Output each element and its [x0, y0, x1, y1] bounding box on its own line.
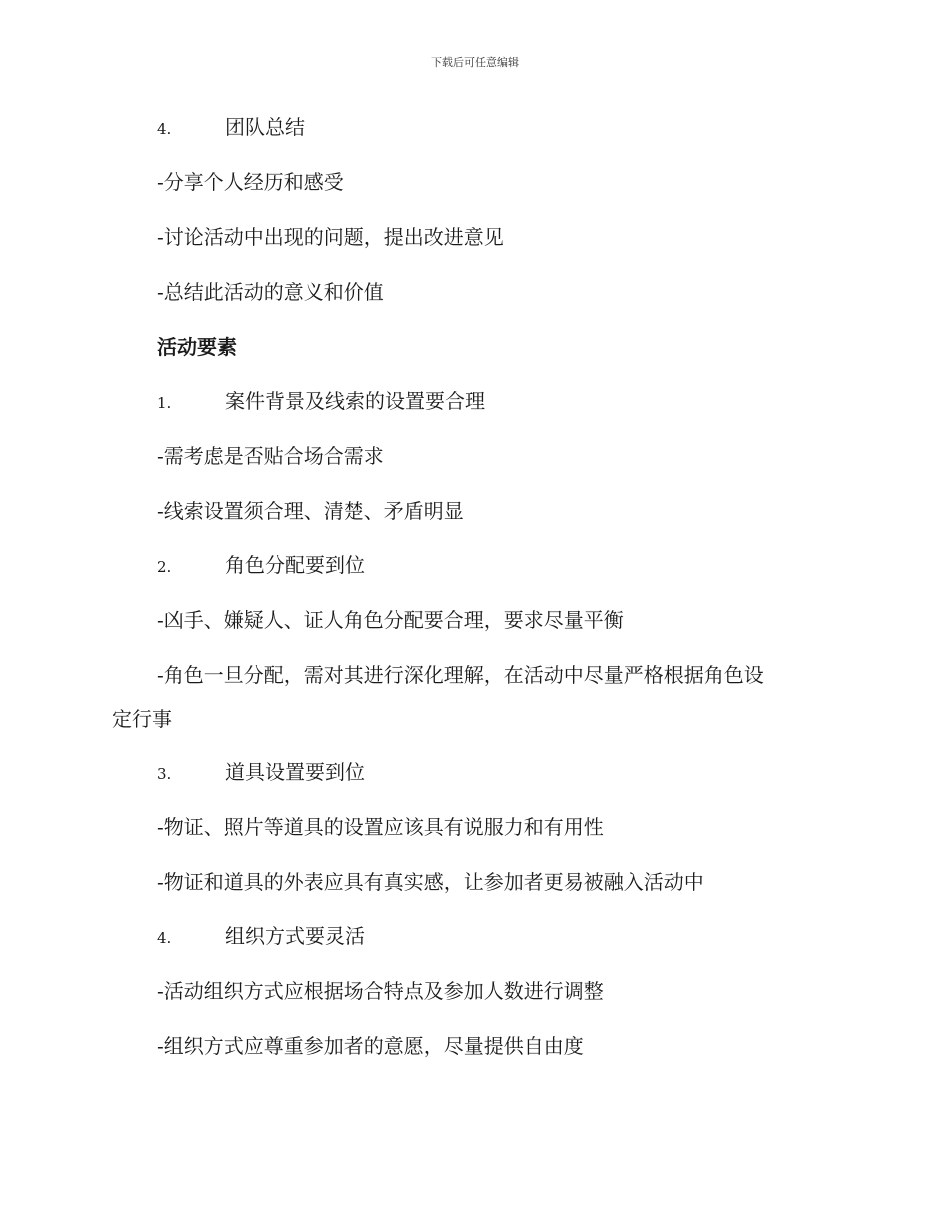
numbered-item: [157, 922, 365, 952]
item-number: 4.: [157, 120, 172, 138]
bullet-item: -总结此活动的意义和价值: [157, 280, 384, 304]
item-text: 团队总结: [225, 115, 305, 139]
section-heading: 活动要素: [157, 335, 237, 359]
item-text: 案件背景及线索的设置要合理: [225, 389, 485, 413]
bullet-item: -讨论活动中出现的问题，提出改进意见: [157, 225, 504, 249]
bullet-text: -角色一旦分配，需对其进行深化理解，在活动中尽量严格根据角色设: [157, 663, 764, 687]
bullet-item: -分享个人经历和感受: [157, 170, 344, 194]
bullet-item: -活动组织方式应根据场合特点及参加人数进行调整: [157, 979, 604, 1003]
item-text: 道具设置要到位: [225, 760, 365, 784]
item-text: 组织方式要灵活: [225, 924, 365, 948]
item-number: 4.: [157, 929, 172, 947]
item-number: 3.: [157, 765, 172, 783]
bullet-item: -物证和道具的外表应具有真实感，让参加者更易被融入活动中: [157, 870, 704, 894]
bullet-item: -线索设置须合理、清楚、矛盾明显: [157, 499, 464, 523]
item-number: 1.: [157, 394, 172, 412]
item-text: 角色分配要到位: [225, 553, 365, 577]
bullet-text-continuation: 定行事: [112, 707, 172, 731]
bullet-item: -需考虑是否贴合场合需求: [157, 444, 384, 468]
page-header: 下载后可任意编辑: [431, 56, 519, 69]
numbered-item: [157, 113, 305, 143]
numbered-item: [157, 758, 365, 788]
bullet-item: -组织方式应尊重参加者的意愿，尽量提供自由度: [157, 1034, 584, 1058]
bullet-item: -物证、照片等道具的设置应该具有说服力和有用性: [157, 815, 604, 839]
item-number: 2.: [157, 558, 172, 576]
numbered-item: [157, 387, 485, 417]
bullet-item-wrapped: [112, 653, 837, 741]
numbered-item: [157, 551, 365, 581]
bullet-item: -凶手、嫌疑人、证人角色分配要合理，要求尽量平衡: [157, 608, 624, 632]
